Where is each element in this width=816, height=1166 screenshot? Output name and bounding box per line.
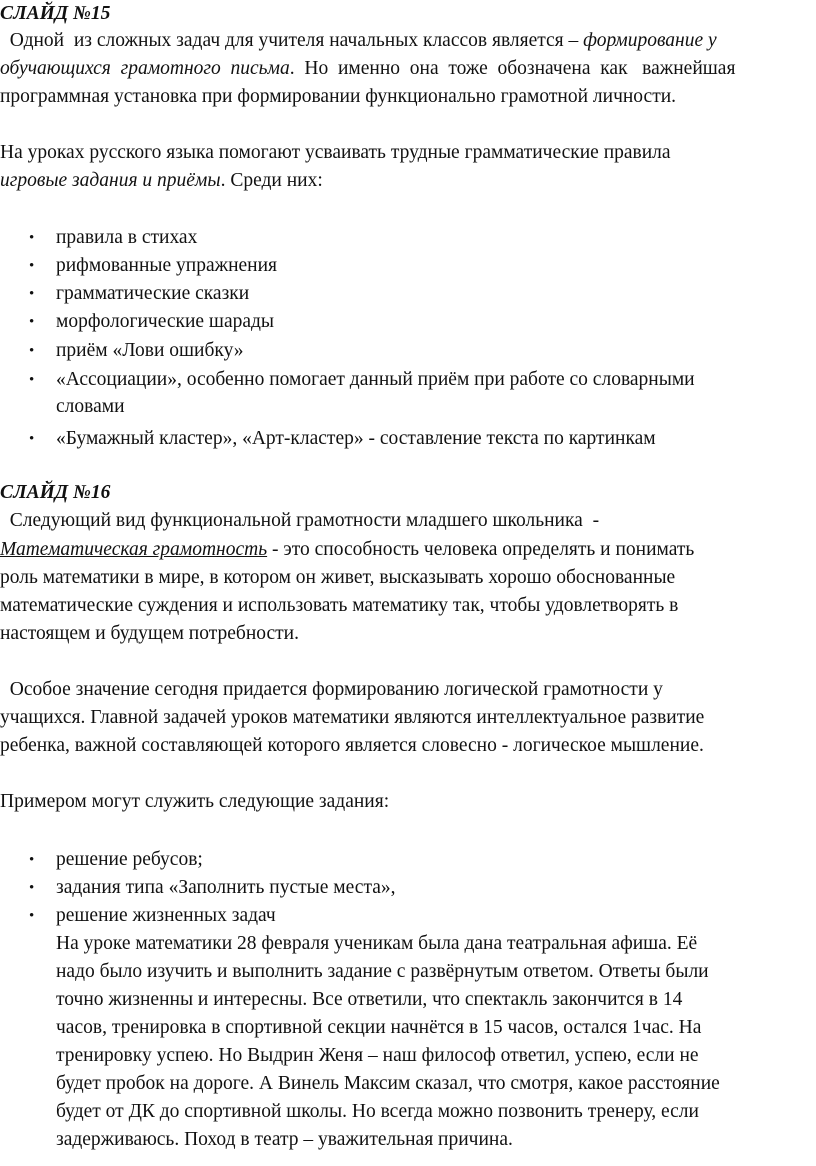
bullet-icon: • [29, 343, 35, 359]
bullet-icon: • [29, 880, 35, 896]
slide-16-p1-line-5: настоящем и будущем потребности. [0, 623, 299, 644]
bullet-icon: • [29, 258, 35, 274]
slide-16-p2-line-3: ребенка, важной составляющей которого является словесно - логическое мышление. [0, 735, 704, 756]
slide-16-title: СЛАЙД №16 [0, 482, 111, 503]
bullet-icon: • [29, 314, 35, 330]
p2-text: . Среди них: [220, 170, 323, 191]
intro-italic-term: формирование у [583, 30, 717, 51]
slide-15-p2-line-1: На уроках русского языка помогают усваивать трудные грамматические правила [0, 142, 671, 163]
slide-16-p1-line-1: Следующий вид функциональной грамотности младшего школьника - [0, 510, 600, 531]
slide-16-p1-line-3: роль математики в мире, в котором он живет, высказывать хорошо обоснованные [0, 567, 676, 588]
intro-italic-term: обучающихся грамотного письма [0, 58, 290, 79]
slide-16-p1-line-4: математические суждения и использовать математику так, чтобы удовлетворять в [0, 595, 679, 616]
p1-text: - это способность человека определять и понимать [267, 539, 695, 560]
slide-16-p1-line-2 [0, 536, 694, 564]
bullet-icon: • [29, 908, 35, 924]
slide-15-intro-line-2 [0, 55, 735, 83]
intro-text: . Но именно она тоже обозначена как важнейшая [289, 58, 736, 79]
slide-15-intro-line-1 [0, 27, 717, 55]
slide-15-p2-line-2 [0, 167, 323, 195]
bullet-icon: • [29, 372, 35, 388]
math-literacy-term: Математическая грамотность [0, 539, 268, 560]
bullet-icon: • [29, 852, 35, 868]
slide-15-intro-line-3: программная установка при формировании функционально грамотной личности. [0, 86, 677, 107]
bullet-icon: • [29, 286, 35, 302]
p2-italic-term: игровые задания и приёмы [0, 170, 221, 191]
bullet-icon: • [29, 230, 35, 246]
intro-text: Одной из сложных задач для учителя начальных классов является – [0, 30, 584, 51]
bullet-icon: • [29, 431, 35, 447]
slide-16-p2-line-1: Особое значение сегодня придается формированию логической грамотности у [0, 679, 663, 700]
slide-16-p3: Примером могут служить следующие задания: [0, 791, 390, 812]
slide-16-p2-line-2: учащихся. Главной задачей уроков математики являются интеллектуальное развитие [0, 707, 705, 728]
slide-15-title: СЛАЙД №15 [0, 3, 111, 24]
